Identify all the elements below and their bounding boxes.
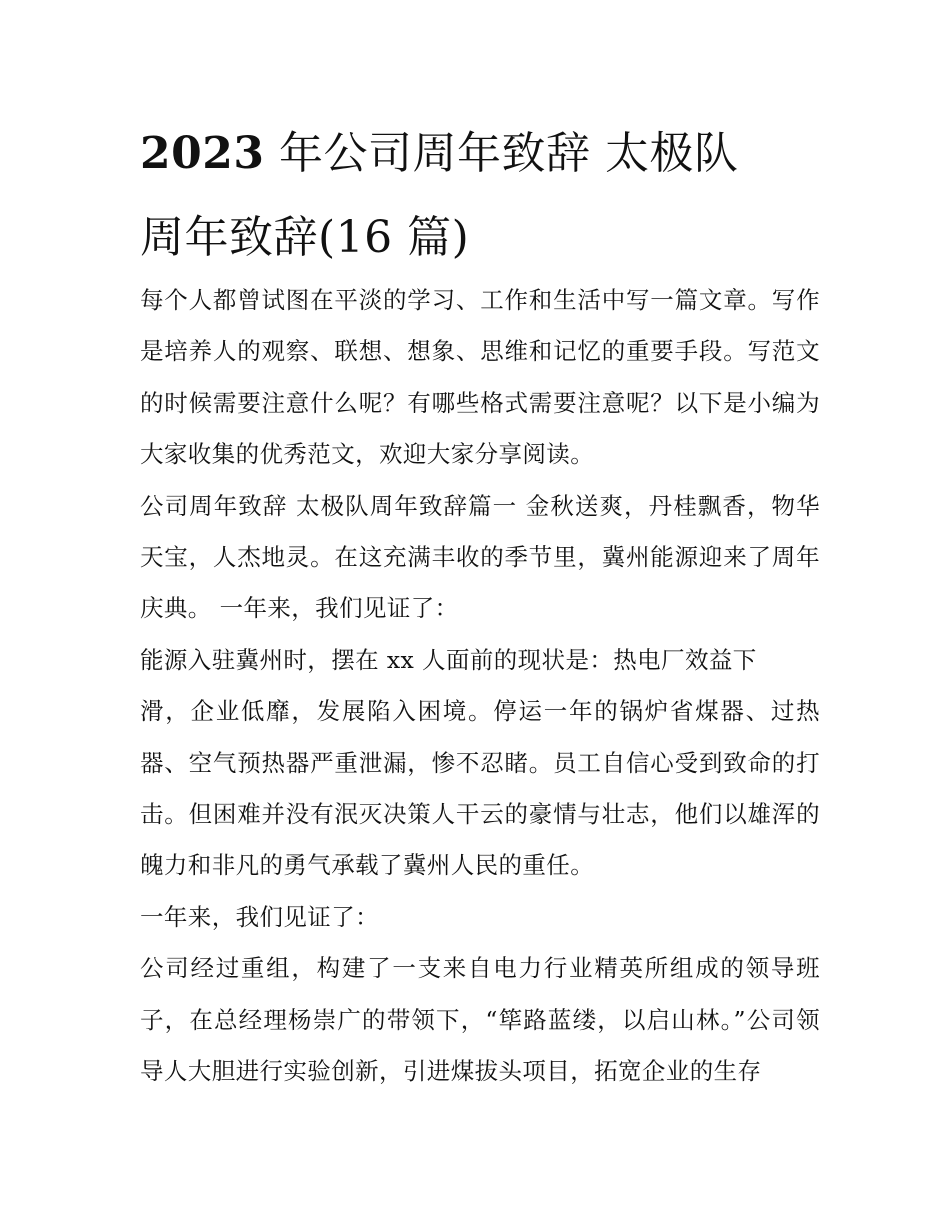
document-title: [140, 112, 820, 280]
title-line-1: 2023 年公司周年致辞 太极队: [140, 128, 739, 179]
title-line-2: 周年致辞(16 篇): [140, 212, 470, 263]
paragraph-reorganization: 公司经过重组，构建了一支来自电力行业精英所组成的领导班子，在总经理杨崇广的带领下，“筚路蓝缕，以启山林。”公司领导人大胆进行实验创新，引进煤拔头项目，拓宽企业的生存: [140, 954, 820, 1086]
paragraph-energy-arrival: 能源入驻冀州时，摆在 xx 人面前的现状是：热电厂效益下: [140, 645, 757, 674]
paragraph-witness: 一年来，我们见证了：: [140, 902, 379, 931]
paragraph-speech-opening: 公司周年致辞 太极队周年致辞篇一 金秋送爽，丹桂飘香，物华天宝，人杰地灵。在这充满丰收的季节里，冀州能源迎来了周年庆典。 一年来，我们见证了：: [140, 491, 820, 623]
paragraph-intro: 每个人都曾试图在平淡的学习、工作和生活中写一篇文章。写作是培养人的观察、联想、想象、思维和记忆的重要手段。写范文的时候需要注意什么呢？有哪些格式需要注意呢？以下是小编为大家收集的优秀范文，欢迎大家分享阅读。: [140, 286, 820, 469]
paragraph-difficulties: 滑，企业低靡，发展陷入困境。停运一年的锅炉省煤器、过热器、空气预热器严重泄漏，惨不忍睹。员工自信心受到致命的打击。但困难并没有泯灭决策人干云的豪情与壮志，他们以雄浑的魄力和非凡的勇气承载了冀州人民的重任。: [140, 697, 820, 880]
document-body: [140, 275, 820, 1098]
title-year: 2023: [140, 128, 265, 179]
